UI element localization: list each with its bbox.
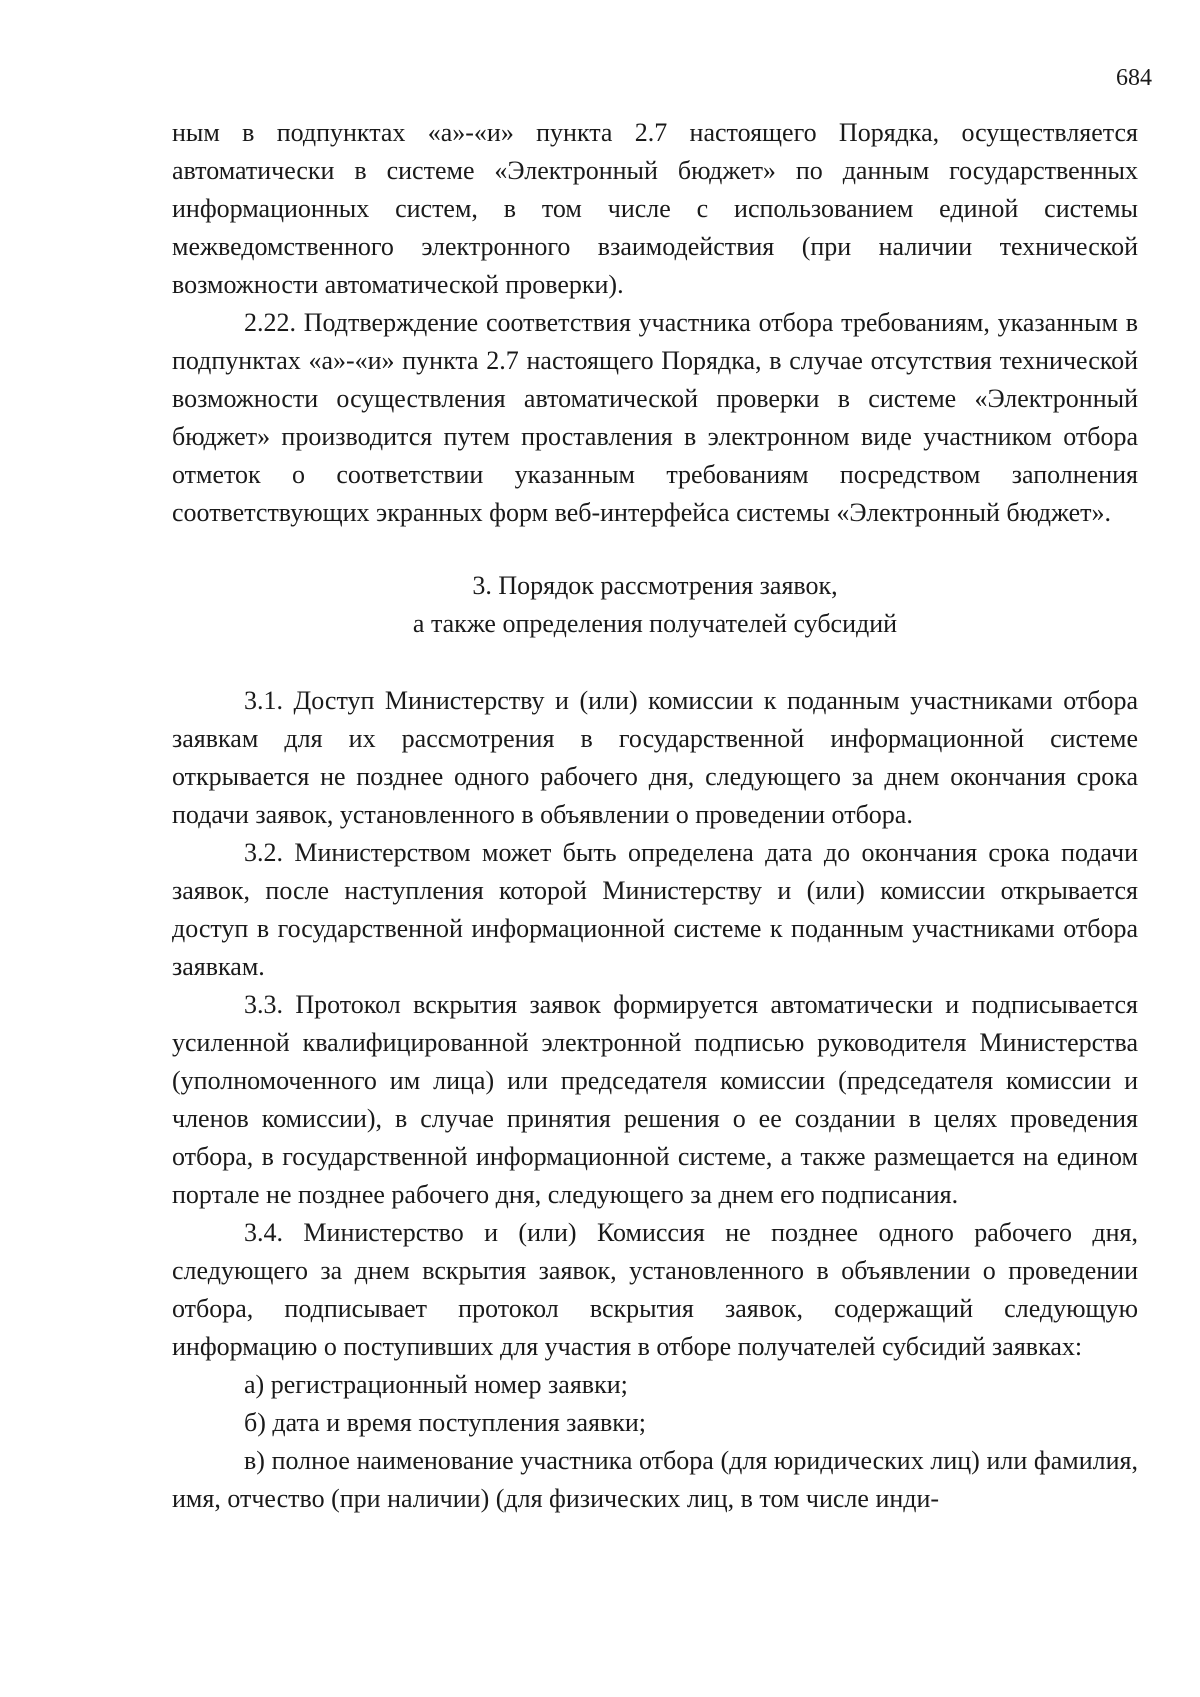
paragraph-2-21-continuation: ным в подпунктах «а»-«и» пункта 2.7 настоящего Порядка, осуществляется автоматически в системе «Электронный бюджет» по данным государственных информационных систем, в том числе с использованием единой системы межведомственного электронного взаимодействия (при наличии технической возможности автоматической проверки).	[172, 118, 1138, 299]
paragraph-3-4: 3.4. Министерство и (или) Комиссия не позднее одного рабочего дня, следующего за днем вскрытия заявок, установленного в объявлении о проведении отбора, подписывает протокол вскрытия заявок, содержащий следующую информацию о поступивших для участия в отборе получателей субсидий заявках:	[172, 1218, 1138, 1361]
section-heading	[172, 567, 1138, 643]
paragraph-2-22: 2.22. Подтверждение соответствия участника отбора требованиям, указанным в подпунктах «а»-«и» пункта 2.7 настоящего Порядка, в случае отсутствия технической возможности осуществления автоматической проверки в системе «Электронный бюджет» производится путем проставления в электронном виде участником отбора отметок о соответствии указанным требованиям посредством заполнения соответствующих экранных форм веб-интерфейса системы «Электронный бюджет».	[172, 308, 1138, 527]
document-body	[172, 114, 1138, 1518]
list-item-v: в) полное наименование участника отбора (для юридических лиц) или фамилия, имя, отчество (при наличии) (для физических лиц, в том числе инди-	[172, 1446, 1138, 1513]
paragraph-3-3: 3.3. Протокол вскрытия заявок формируется автоматически и подписывается усиленной квалифицированной электронной подписью руководителя Министерства (уполномоченного им лица) или председателя комиссии (председателя комиссии и членов комиссии), в случае принятия решения о ее создании в целях проведения отбора, в государственной информационной системе, а также размещается на едином портале не позднее рабочего дня, следующего за днем его подписания.	[172, 990, 1138, 1209]
paragraph-3-2: 3.2. Министерством может быть определена дата до окончания срока подачи заявок, после наступления которой Министерству и (или) комиссии открывается доступ в государственной информационной системе к поданным участниками отбора заявкам.	[172, 838, 1138, 981]
list-item-a: а) регистрационный номер заявки;	[244, 1370, 628, 1399]
section-heading-line-2: а также определения получателей субсидий	[412, 609, 898, 638]
section-heading-line-1: 3. Порядок рассмотрения заявок,	[472, 571, 838, 600]
paragraph-3-1: 3.1. Доступ Министерству и (или) комиссии к поданным участниками отбора заявкам для их рассмотрения в государственной информационной системе открывается не позднее одного рабочего дня, следующего за днем окончания срока подачи заявок, установленного в объявлении о проведении отбора.	[172, 686, 1138, 829]
page-number: 684	[1116, 65, 1152, 91]
list-item-b: б) дата и время поступления заявки;	[244, 1408, 646, 1437]
